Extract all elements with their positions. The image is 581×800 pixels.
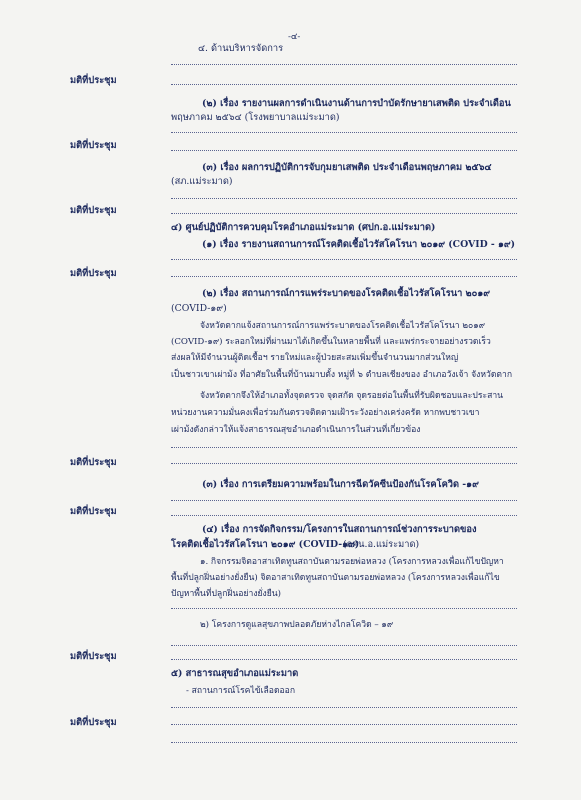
c2-paragraph-line: ส่งผลให้มีจำนวนผู้ติดเชื้อฯ รายใหม่และผู้ป่วยสะสมเพิ่มขึ้นจำนวนมากส่วนใหญ่ bbox=[171, 353, 459, 363]
c2-paragraph-line: เป็นชาวเขาเผ่าม้ง ที่อาศัยในพื้นที่บ้านมาบตั้ง หมู่ที่ ๖ ตำบลเชียงของ อำเภอวังเจ้า จังหวัดตาก bbox=[171, 370, 513, 380]
c4-paragraph-line: ปัญหาพื้นที่ปลูกฝิ่นอย่างยั่งยืน) bbox=[171, 589, 282, 599]
item-r2-title-cont: พฤษภาคม ๒๕๖๔ (โรงพยาบาลแม่ระมาด) bbox=[171, 112, 340, 123]
dotted-line bbox=[171, 608, 517, 609]
resolution-label: มติที่ประชุม bbox=[70, 140, 117, 151]
item-c2-title-cont: (COVID-๑๙) bbox=[171, 303, 227, 314]
dotted-line bbox=[171, 707, 517, 708]
page-number: -๔- bbox=[288, 32, 301, 42]
c2-paragraph-line: เผ่าม้งดังกล่าวให้แจ้งสาธารณสุขอำเภอดำเนินการในส่วนที่เกี่ยวข้อง bbox=[171, 425, 421, 435]
item-c4-title-cont: โรคติดเชื้อไวรัสโคโรนา ๒๐๑๙ (COVID-๑๙) bbox=[171, 539, 360, 550]
c2-paragraph-line: (COVID-๑๙) ระลอกใหม่ที่ผ่านมาได้เกิดขึ้นในหลายพื้นที่ และแพร่กระจายอย่างรวดเร็ว bbox=[171, 337, 491, 347]
dotted-line bbox=[171, 213, 517, 214]
dotted-line bbox=[171, 724, 517, 725]
item-r3-title: (๓) เรื่อง ผลการปฏิบัติการจับกุมยาเสพติด ประจำเดือนพฤษภาคม ๒๕๖๔ bbox=[202, 162, 492, 173]
section-5-heading: ๕) สาธารณสุขอำเภอแม่ระมาด bbox=[171, 668, 299, 679]
dotted-line bbox=[171, 659, 517, 660]
item-c4-org: (กศน.อ.แม่ระมาด) bbox=[343, 539, 420, 550]
resolution-label: มติที่ประชุม bbox=[70, 651, 117, 662]
item-r3-subtitle: (สภ.แม่ระมาด) bbox=[171, 176, 233, 187]
resolution-label: มติที่ประชุม bbox=[70, 717, 117, 728]
dotted-line bbox=[171, 463, 517, 464]
section-4-heading: ๔) ศูนย์ปฏิบัติการควบคุมโรคอำเภอแม่ระมาด (ศปก.อ.แม่ระมาด) bbox=[171, 222, 436, 233]
c2-paragraph-line: หน่วยงานความมั่นคงเพื่อร่วมกันตรวจติดตามเฝ้าระวังอย่างเคร่งครัด หากพบชาวเขา bbox=[171, 408, 480, 418]
dotted-line bbox=[171, 447, 517, 448]
item-c2-title: (๒) เรื่อง สถานการณ์การแพร่ระบาดของโรคติดเชื้อไวรัสโคโรนา ๒๐๑๙ bbox=[202, 288, 491, 299]
dotted-line bbox=[171, 276, 517, 277]
resolution-label: มติที่ประชุม bbox=[70, 268, 117, 279]
dotted-line bbox=[171, 198, 517, 199]
item-r2-title: (๒) เรื่อง รายงานผลการดำเนินงานด้านการบำบัดรักษายาเสพติด ประจำเดือน bbox=[202, 98, 511, 109]
c2-paragraph-line: จังหวัดตากแจ้งสถานการณ์การแพร่ระบาดของโรคติดเชื้อไวรัสโคโรนา ๒๐๑๙ bbox=[200, 321, 486, 331]
dotted-line bbox=[171, 64, 517, 65]
c4-paragraph-line: พื้นที่ปลูกฝิ่นอย่างยั่งยืน) จิตอาสาเทิดทูนสถาบันตามรอยพ่อหลวง (โครงการหลวงเพื่อแก้ไข bbox=[171, 573, 500, 583]
dotted-line bbox=[171, 645, 517, 646]
resolution-label: มติที่ประชุม bbox=[70, 75, 117, 86]
dotted-line bbox=[171, 742, 517, 743]
c4-paragraph-line: ๑. กิจกรรมจิตอาสาเทิดทูนสถาบันตามรอยพ่อหลวง (โครงการหลวงเพื่อแก้ไขปัญหา bbox=[200, 557, 504, 567]
dotted-line bbox=[171, 515, 517, 516]
resolution-label: มติที่ประชุม bbox=[70, 457, 117, 468]
dotted-line bbox=[171, 500, 517, 501]
dotted-line bbox=[171, 84, 517, 85]
item-c1-title: (๑) เรื่อง รายงานสถานการณ์โรคติดเชื้อไวรัสโคโรนา ๒๐๑๙ (COVID - ๑๙) bbox=[202, 239, 516, 250]
resolution-label: มติที่ประชุม bbox=[70, 506, 117, 517]
c4-item-2: ๒) โครงการดูแลสุขภาพปลอดภัยห่างไกลโควิด – ๑๙ bbox=[200, 620, 394, 630]
dotted-line bbox=[171, 150, 517, 151]
section-5-subitem: - สถานการณ์โรคไข้เลือดออก bbox=[186, 686, 296, 696]
item-c3-title: (๓) เรื่อง การเตรียมความพร้อมในการฉีดวัคซีนป้องกันโรคโควิด -๑๙ bbox=[202, 479, 479, 490]
c2-paragraph-line: จังหวัดตากจึงให้อำเภอทั้งจุดตรวจ จุดสกัด จุดรอยต่อในพื้นที่รับผิดชอบและประสาน bbox=[200, 391, 504, 401]
resolution-label: มติที่ประชุม bbox=[70, 205, 117, 216]
heading-s4: ๔. ด้านบริหารจัดการ bbox=[198, 43, 284, 54]
dotted-line bbox=[171, 259, 517, 260]
dotted-line bbox=[171, 132, 517, 133]
item-c4-title: (๔) เรื่อง การจัดกิจกรรม/โครงการในสถานการณ์ช่วงการระบาดของ bbox=[202, 524, 477, 535]
